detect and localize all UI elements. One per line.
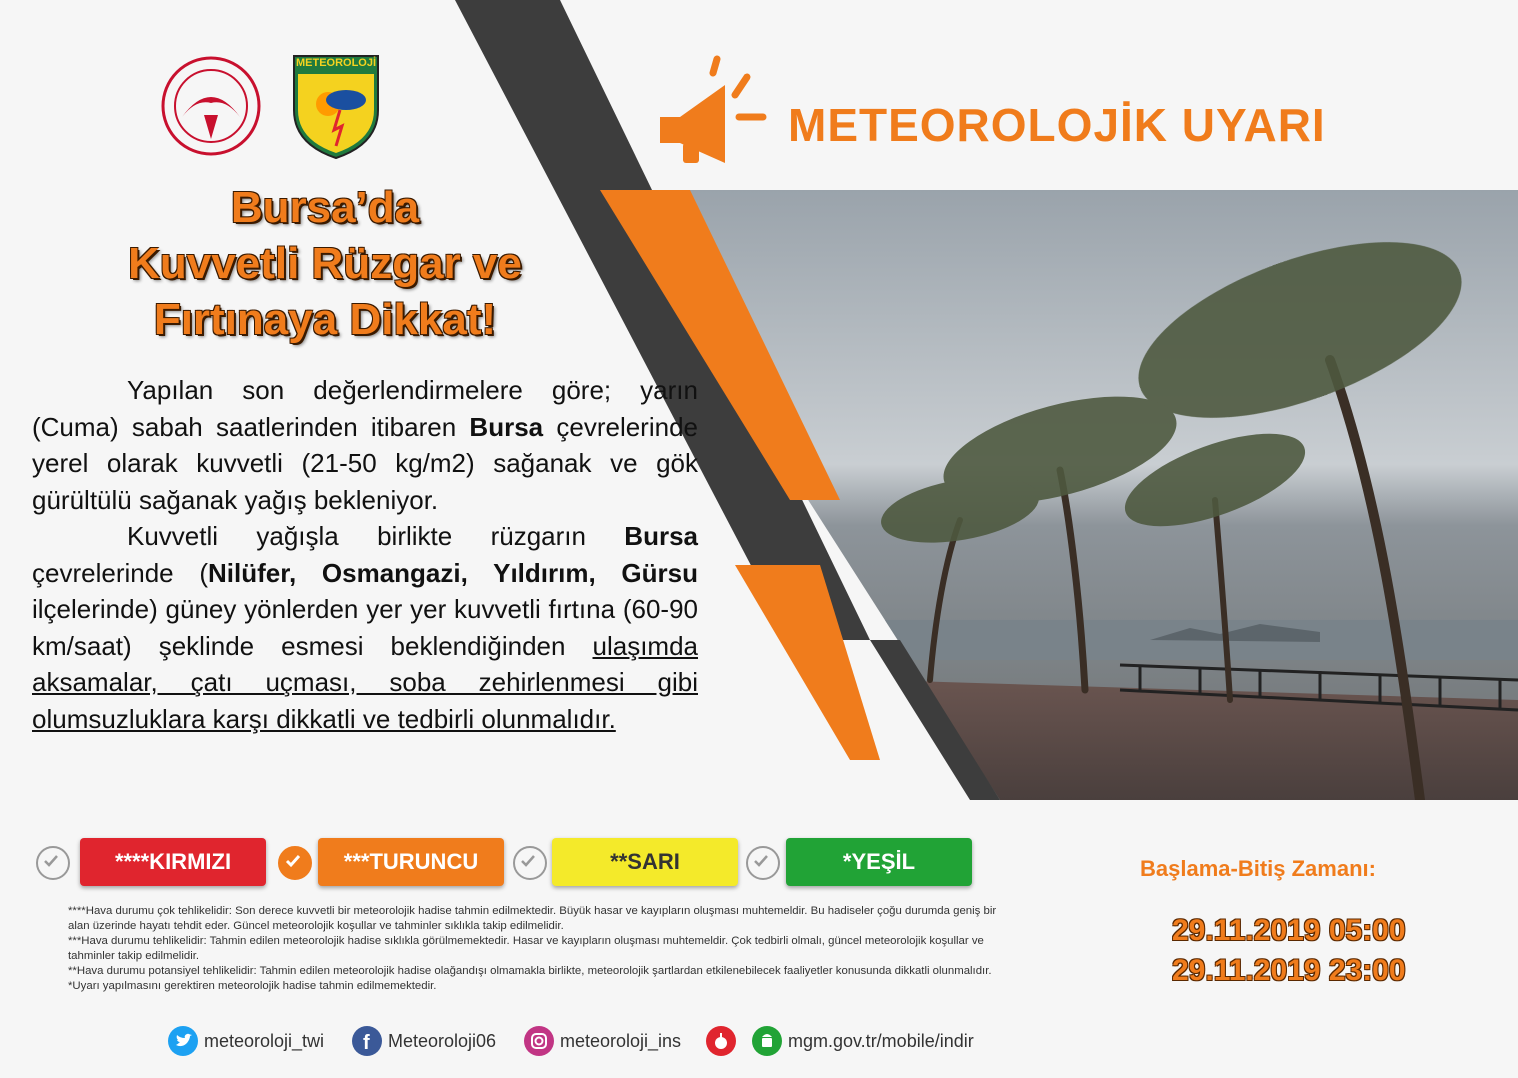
end-time: 29.11.2019 23:00 [1172,954,1406,987]
logo-text: METEOROLOJİ [295,57,377,69]
level-red-button[interactable]: ****KIRMIZI [80,838,266,886]
headline-line-3: Fırtınaya Dikkat! [153,295,497,344]
check-icon-orange [278,846,312,880]
android-icon [752,1026,782,1056]
meteoroloji-logo [290,52,382,160]
check-icon-red [36,846,70,880]
megaphone-icon [655,55,770,165]
twitter-link[interactable] [168,1026,324,1056]
paragraph-2: Kuvvetli yağışla birlikte rüzgarın Bursa çevrelerinde (Nilüfer, Osmangazi, Yıldırım, Gürsu ilçelerinde) güney yönlerden yer yer kuvvetli fırtına (60-90 km/saat) şeklinde esmesi beklendiğinden ulaşımda aksamalar, çatı uçması, soba zehirlenmesi gibi olumsuzluklara karşı dikkatli ve tedbirli olunmalıdır. [32,521,698,734]
instagram-handle: meteoroloji_ins [560,1030,682,1051]
timing-label: Başlama-Bitiş Zamanı: [1140,856,1376,881]
legend-orange: ***Hava durumu tehlikelidir: Tahmin edilen meteorolojik hadise sıklıkla görülmemektedir. Hasar ve kayıpların oluşması muhtemeldir. Çok tedbirli olmalı, güncel meteorolojik koşullar ve tahminler takip edilmelidir. [68,935,984,962]
level-orange-button[interactable]: ***TURUNCU [318,838,504,886]
warning-body [32,372,698,737]
check-icon-yellow [513,846,547,880]
facebook-link[interactable] [352,1026,496,1056]
level-yellow-button[interactable]: **SARI [552,838,738,886]
ministry-seal-icon [160,55,262,157]
ministry-logo [160,55,262,157]
legend-red: ****Hava durumu çok tehlikelidir: Son derece kuvvetli bir meteorolojik hadise tahmin edilmektedir. Büyük hasar ve kayıpların oluşması muhtemeldir. Bu hadiseler çoğu durumda geniş bir alan üzerinde hayatı tehdit eder. Güncel meteorolojik koşullar ve tahminler sıklıkla takip edilmelidir. [68,905,997,932]
mobile-url: mgm.gov.tr/mobile/indir [788,1030,974,1051]
twitter-handle: meteoroloji_twi [204,1030,325,1051]
check-icon-green [746,846,780,880]
facebook-handle: Meteoroloji06 [388,1030,497,1051]
headline-line-1: Bursa’da [230,183,420,232]
legend-yellow: **Hava durumu potansiyel tehlikelidir: Tahmin edilen meteorolojik hadise olağandışı olmamakla birlikte, meteorolojik şartlardan etkilenebilecek faaliyetler konusunda dikkatli olunmalıdır. [68,965,992,977]
instagram-link[interactable] [524,1026,681,1056]
headline-line-2: Kuvvetli Rüzgar ve [128,239,522,288]
svg-text:f: f [363,1032,370,1054]
header-title: METEOROLOJİK UYARI [788,99,1326,151]
level-legend [68,904,1003,994]
paragraph-1: Yapılan son değerlendirmelere göre; yarın (Cuma) sabah saatlerinden itibaren Bursa çevrelerinde yerel olarak kuvvetli (21-50 kg/m2) sağanak ve gök gürültülü sağanak yağış bekleniyor. [32,375,698,515]
instagram-icon [524,1026,554,1056]
legend-green: *Uyarı yapılmasını gerektiren meteorolojik hadise tahmin edilmemektedir. [68,980,437,992]
mobile-app-link[interactable] [706,1026,974,1056]
twitter-icon [168,1026,198,1056]
start-time: 29.11.2019 05:00 [1172,914,1406,947]
apple-icon [706,1026,736,1056]
headline [60,180,590,348]
facebook-icon [352,1026,382,1056]
level-green-button[interactable]: *YEŞİL [786,838,972,886]
